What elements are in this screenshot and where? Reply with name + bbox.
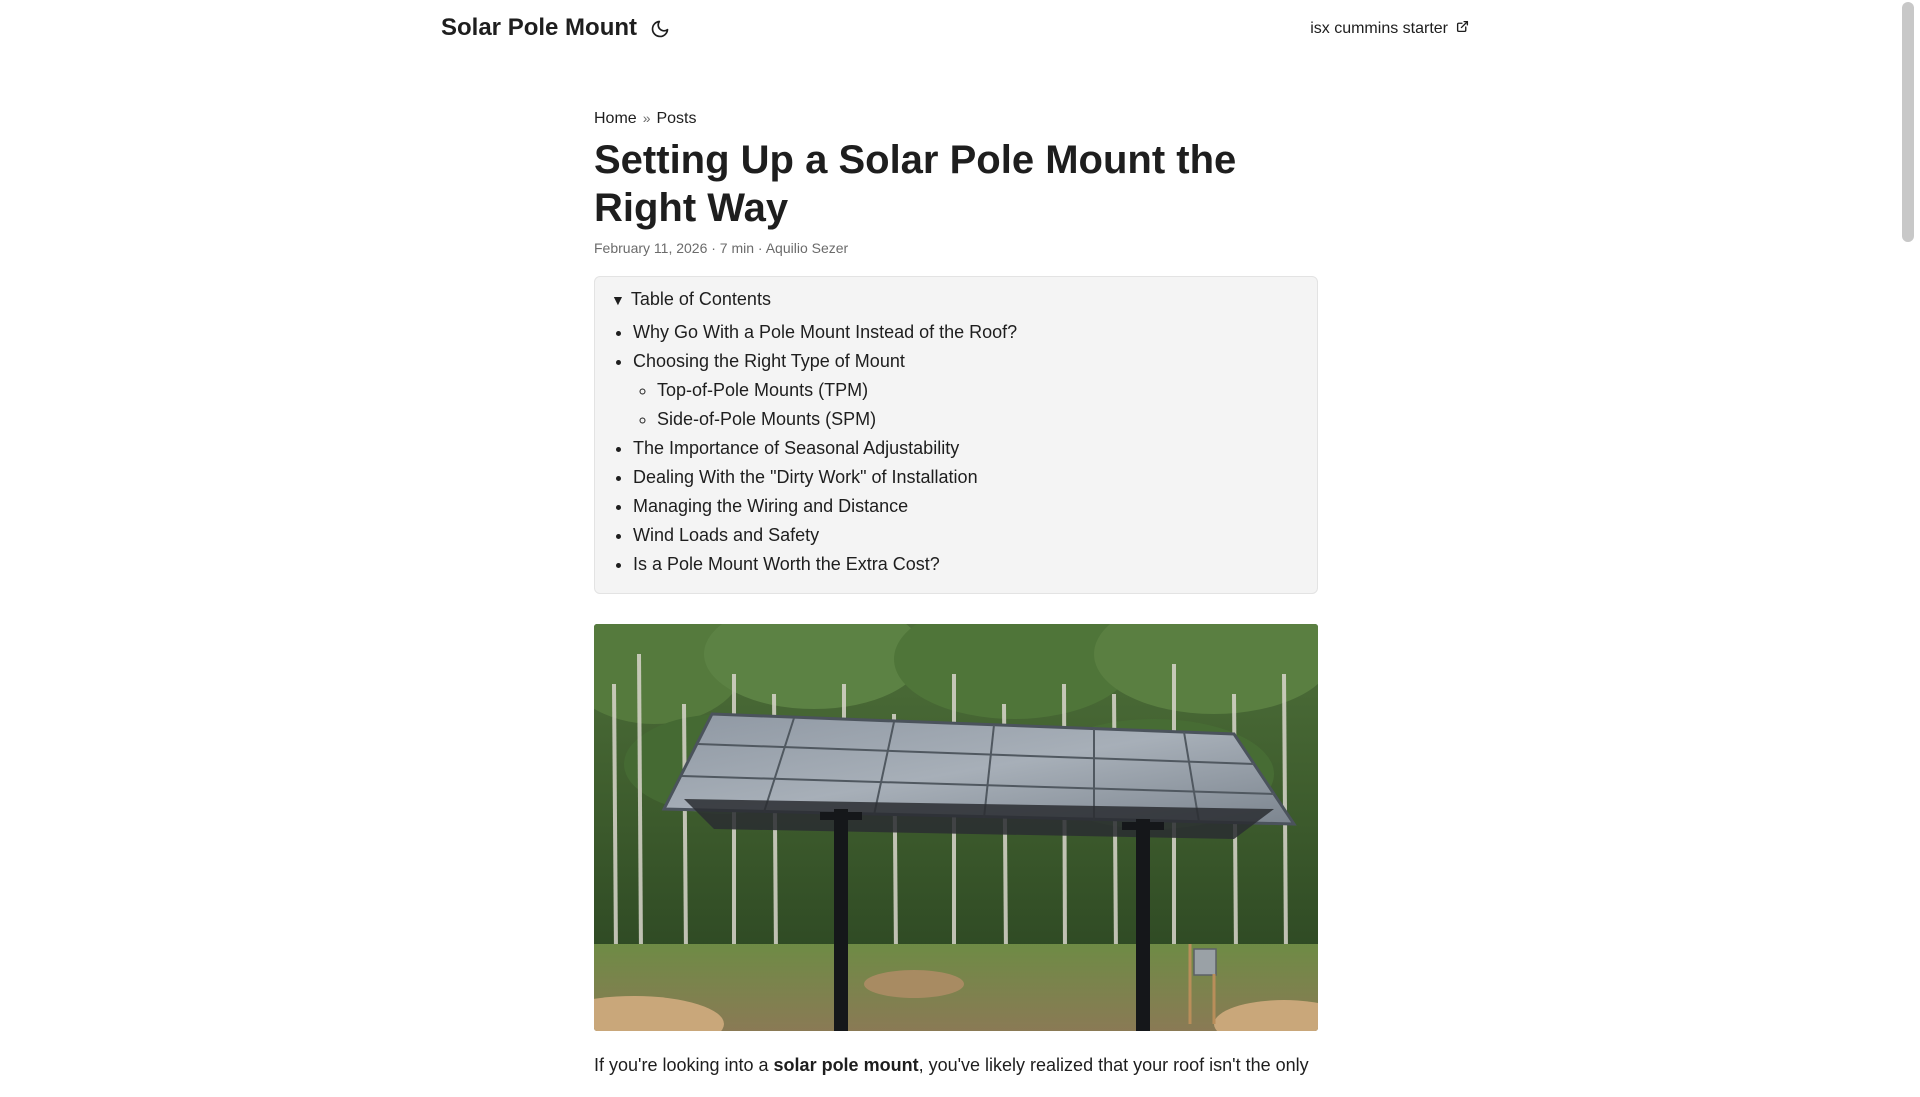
breadcrumb-posts[interactable]: Posts bbox=[656, 110, 697, 127]
intro-text-before: If you're looking into a bbox=[594, 1055, 774, 1075]
menu-link-isx-cummins-starter[interactable] bbox=[1310, 20, 1469, 38]
menu-link-label: isx cummins starter bbox=[1310, 20, 1448, 37]
intro-text-after: , you've likely realized that your roof isn't the only bbox=[918, 1055, 1309, 1075]
post-meta: February 11, 2026 · 7 min · Aquilio Sezer bbox=[594, 240, 849, 256]
moon-icon[interactable] bbox=[650, 19, 672, 41]
site-header bbox=[0, 0, 1900, 60]
toc-link[interactable]: Managing the Wiring and Distance bbox=[633, 496, 909, 516]
cover-image bbox=[594, 624, 1318, 1031]
table-of-contents bbox=[594, 276, 1318, 594]
scrollbar-thumb[interactable] bbox=[1902, 2, 1914, 242]
scrollbar[interactable] bbox=[1902, 0, 1914, 1080]
toc-link[interactable]: Top-of-Pole Mounts (TPM) bbox=[657, 380, 869, 400]
post-main bbox=[594, 110, 1318, 1097]
triangle-down-icon: ▼ bbox=[611, 291, 625, 308]
toc-link[interactable]: Why Go With a Pole Mount Instead of the Roof? bbox=[633, 322, 1018, 342]
toc-link[interactable]: Wind Loads and Safety bbox=[633, 525, 820, 545]
toc-link[interactable]: The Importance of Seasonal Adjustability bbox=[633, 438, 960, 458]
toc-summary-label: Table of Contents bbox=[630, 289, 771, 309]
toc-item bbox=[633, 550, 1301, 579]
toc-summary[interactable] bbox=[611, 289, 1301, 310]
toc-subitem bbox=[657, 376, 1301, 405]
toc-item bbox=[633, 347, 1301, 434]
toc-item bbox=[633, 492, 1301, 521]
toc-item bbox=[633, 463, 1301, 492]
breadcrumb-separator: » bbox=[642, 110, 651, 126]
toc-item bbox=[633, 521, 1301, 550]
toc-link[interactable]: Is a Pole Mount Worth the Extra Cost? bbox=[633, 554, 940, 574]
toc-sublist bbox=[633, 376, 1301, 434]
external-link-icon bbox=[1456, 20, 1469, 38]
toc-link[interactable]: Dealing With the "Dirty Work" of Installation bbox=[633, 467, 978, 487]
page-title: Setting Up a Solar Pole Mount the Right Way bbox=[594, 138, 1237, 230]
toc-subitem bbox=[657, 405, 1301, 434]
intro-paragraph bbox=[594, 1051, 1318, 1079]
breadcrumb bbox=[594, 110, 1318, 128]
breadcrumb-home[interactable]: Home bbox=[594, 110, 637, 127]
toc-item bbox=[633, 318, 1301, 347]
intro-bold-keyword: solar pole mount bbox=[773, 1055, 919, 1075]
toc-link[interactable]: Side-of-Pole Mounts (SPM) bbox=[657, 409, 877, 429]
toc-link[interactable]: Choosing the Right Type of Mount bbox=[633, 351, 905, 371]
toc-item bbox=[633, 434, 1301, 463]
site-logo[interactable]: Solar Pole Mount bbox=[441, 14, 638, 41]
toc-list bbox=[611, 318, 1301, 579]
